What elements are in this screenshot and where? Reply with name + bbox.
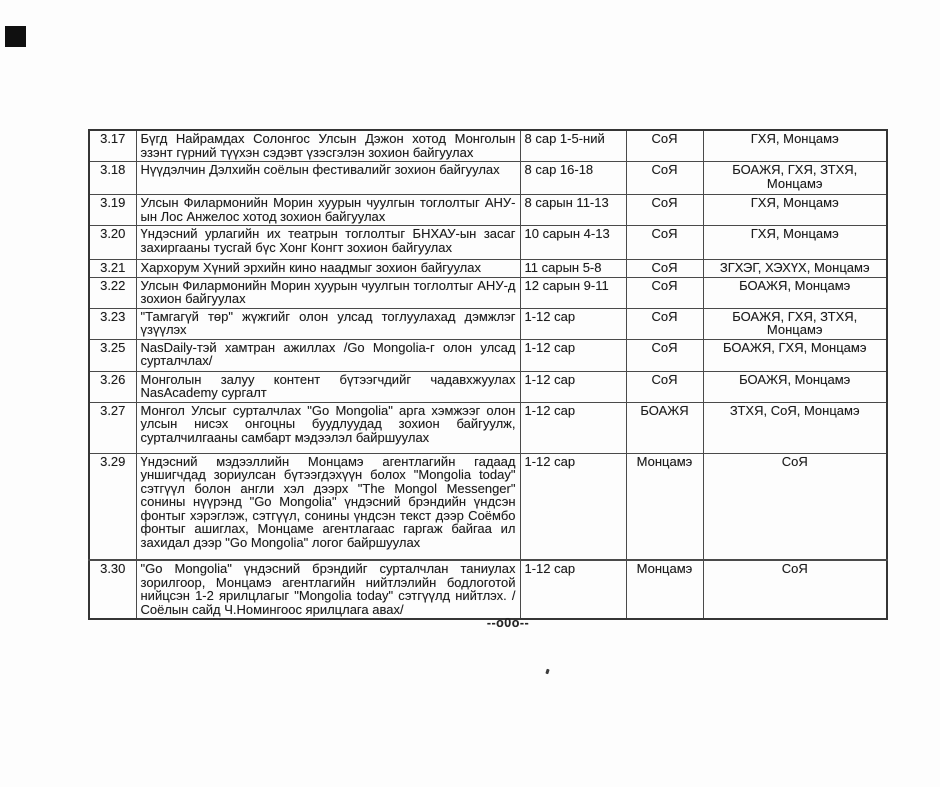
partner-organizations-cell: ЗТХЯ, СоЯ, Монцамэ (703, 402, 887, 453)
row-number-cell: 3.18 (89, 162, 136, 195)
activity-description-cell: Үндэсний урлагийн их театрын тоглолтыг БНХАУ-ын засаг захиргааны тусгай бүс Хонг Конгт зохион байгуулах (136, 226, 520, 260)
activity-description-cell: Бүгд Найрамдах Солонгос Улсын Дэжон хотод Монголын эзэнт гүрний түүхэн сэдэвт үзэсгэлэн зохион байгуулах (136, 130, 520, 162)
lead-organization-cell: СоЯ (626, 226, 703, 260)
partner-organizations-cell: БОАЖЯ, ГХЯ, ЗТХЯ, Монцамэ (703, 162, 887, 195)
partner-organizations-cell: ГХЯ, Монцамэ (703, 195, 887, 226)
lead-organization-cell: СоЯ (626, 371, 703, 402)
end-of-document-divider: --o0o-- (486, 616, 530, 630)
table-row (89, 277, 887, 308)
lead-organization-cell: СоЯ (626, 130, 703, 162)
activity-description-cell: Хархорум Хүний эрхийн кино наадмыг зохион байгуулах (136, 260, 520, 278)
table-row (89, 130, 887, 162)
activity-description-cell: Нүүдэлчин Дэлхийн соёлын фестивалийг зохион байгуулах (136, 162, 520, 195)
date-cell: 1-12 сар (520, 339, 626, 371)
table-row (89, 260, 887, 278)
partner-organizations-cell: СоЯ (703, 560, 887, 619)
date-cell: 1-12 сар (520, 371, 626, 402)
date-cell: 1-12 сар (520, 453, 626, 560)
table-row (89, 339, 887, 371)
activity-schedule-table (88, 129, 888, 620)
activity-description-cell: Улсын Филармонийн Морин хуурын чуулгын тоглолтыг АНУ-д зохион байгуулах (136, 277, 520, 308)
date-cell: 8 сар 1-5-ний (520, 130, 626, 162)
row-number-cell: 3.23 (89, 308, 136, 339)
row-number-cell: 3.21 (89, 260, 136, 278)
table-row (89, 453, 887, 560)
table-row (89, 371, 887, 402)
partner-organizations-cell: БОАЖЯ, Монцамэ (703, 371, 887, 402)
lead-organization-cell: СоЯ (626, 339, 703, 371)
partner-organizations-cell: БОАЖЯ, ГХЯ, ЗТХЯ, Монцамэ (703, 308, 887, 339)
lead-organization-cell: СоЯ (626, 308, 703, 339)
activity-description-cell: "Тамгагүй төр" жүжгийг олон улсад тоглуулахад дэмжлэг үзүүлэх (136, 308, 520, 339)
table-row (89, 162, 887, 195)
lead-organization-cell: Монцамэ (626, 453, 703, 560)
row-number-cell: 3.27 (89, 402, 136, 453)
partner-organizations-cell: СоЯ (703, 453, 887, 560)
activity-description-cell: Монгол Улсыг сурталчлах "Go Mongolia" арга хэмжээг олон улсын нисэх онгоцны буудлуудад зохион байгуулж, сурталчилгааны самбарт мэдээлэл байршуулах (136, 402, 520, 453)
partner-organizations-cell: ГХЯ, Монцамэ (703, 226, 887, 260)
lead-organization-cell: СоЯ (626, 277, 703, 308)
row-number-cell: 3.22 (89, 277, 136, 308)
lead-organization-cell: БОАЖЯ (626, 402, 703, 453)
activity-description-cell: Үндэсний мэдээллийн Монцамэ агентлагийн гадаад уншигчдад зориулсан бүтээгдэхүүн болох "Mongolia today" сэтгүүл болон англи хэл дээрх "The Mongol Messenger" сонины нүүрэнд "Go Mongolia" үндэсний брэндийн үндсэн фонтыг хэрэглэж, сэтгүүл, сонины үндсэн текст дээр Соёмбо фонтыг ашиглах, Монцаме агентлагаас гаргаж байгаа ил захидал дээр "Go Mongolia" логог байршуулах (136, 453, 520, 560)
activity-description-cell: Улсын Филармонийн Морин хуурын чуулгын тоглолтыг АНУ-ын Лос Анжелос хотод зохион байгуулах (136, 195, 520, 226)
date-cell: 8 сар 16-18 (520, 162, 626, 195)
activity-description-cell: NasDaily-тэй хамтран ажиллах /Go Mongolia-г олон улсад сурталчлах/ (136, 339, 520, 371)
partner-organizations-cell: БОАЖЯ, ГХЯ, Монцамэ (703, 339, 887, 371)
lead-organization-cell: СоЯ (626, 260, 703, 278)
row-number-cell: 3.17 (89, 130, 136, 162)
lead-organization-cell: СоЯ (626, 162, 703, 195)
date-cell: 1-12 сар (520, 308, 626, 339)
activity-description-cell: "Go Mongolia" үндэсний брэндийг сурталчлан таниулах зорилгоор, Монцамэ агентлагийн нийтлэлийн бодлоготой нийцсэн 1-2 ярилцлагыг "Mongolia today" сэтгүүлд нийтлэх. /Соёлын сайд Ч.Номингоос ярилцлага авах/ (136, 560, 520, 619)
row-number-cell: 3.25 (89, 339, 136, 371)
partner-organizations-cell: ГХЯ, Монцамэ (703, 130, 887, 162)
lead-organization-cell: СоЯ (626, 195, 703, 226)
lead-organization-cell: Монцамэ (626, 560, 703, 619)
row-number-cell: 3.26 (89, 371, 136, 402)
date-cell: 1-12 сар (520, 560, 626, 619)
schedule-table-body (89, 130, 887, 619)
row-number-cell: 3.30 (89, 560, 136, 619)
activity-description-cell: Монголын залуу контент бүтээгчдийг чадавхжуулах NasAcademy сургалт (136, 371, 520, 402)
partner-organizations-cell: БОАЖЯ, Монцамэ (703, 277, 887, 308)
table-row (89, 560, 887, 619)
row-number-cell: 3.19 (89, 195, 136, 226)
date-cell: 10 сарын 4-13 (520, 226, 626, 260)
activity-schedule-table-wrap (88, 129, 886, 620)
date-cell: 11 сарын 5-8 (520, 260, 626, 278)
table-row (89, 195, 887, 226)
row-number-cell: 3.29 (89, 453, 136, 560)
scan-artifact-speck (545, 669, 549, 675)
row-number-cell: 3.20 (89, 226, 136, 260)
table-row (89, 402, 887, 453)
scan-artifact-corner-mark (5, 26, 26, 47)
date-cell: 1-12 сар (520, 402, 626, 453)
date-cell: 8 сарын 11-13 (520, 195, 626, 226)
partner-organizations-cell: ЗГХЭГ, ХЭХҮХ, Монцамэ (703, 260, 887, 278)
table-row (89, 308, 887, 339)
date-cell: 12 сарын 9-11 (520, 277, 626, 308)
table-row (89, 226, 887, 260)
